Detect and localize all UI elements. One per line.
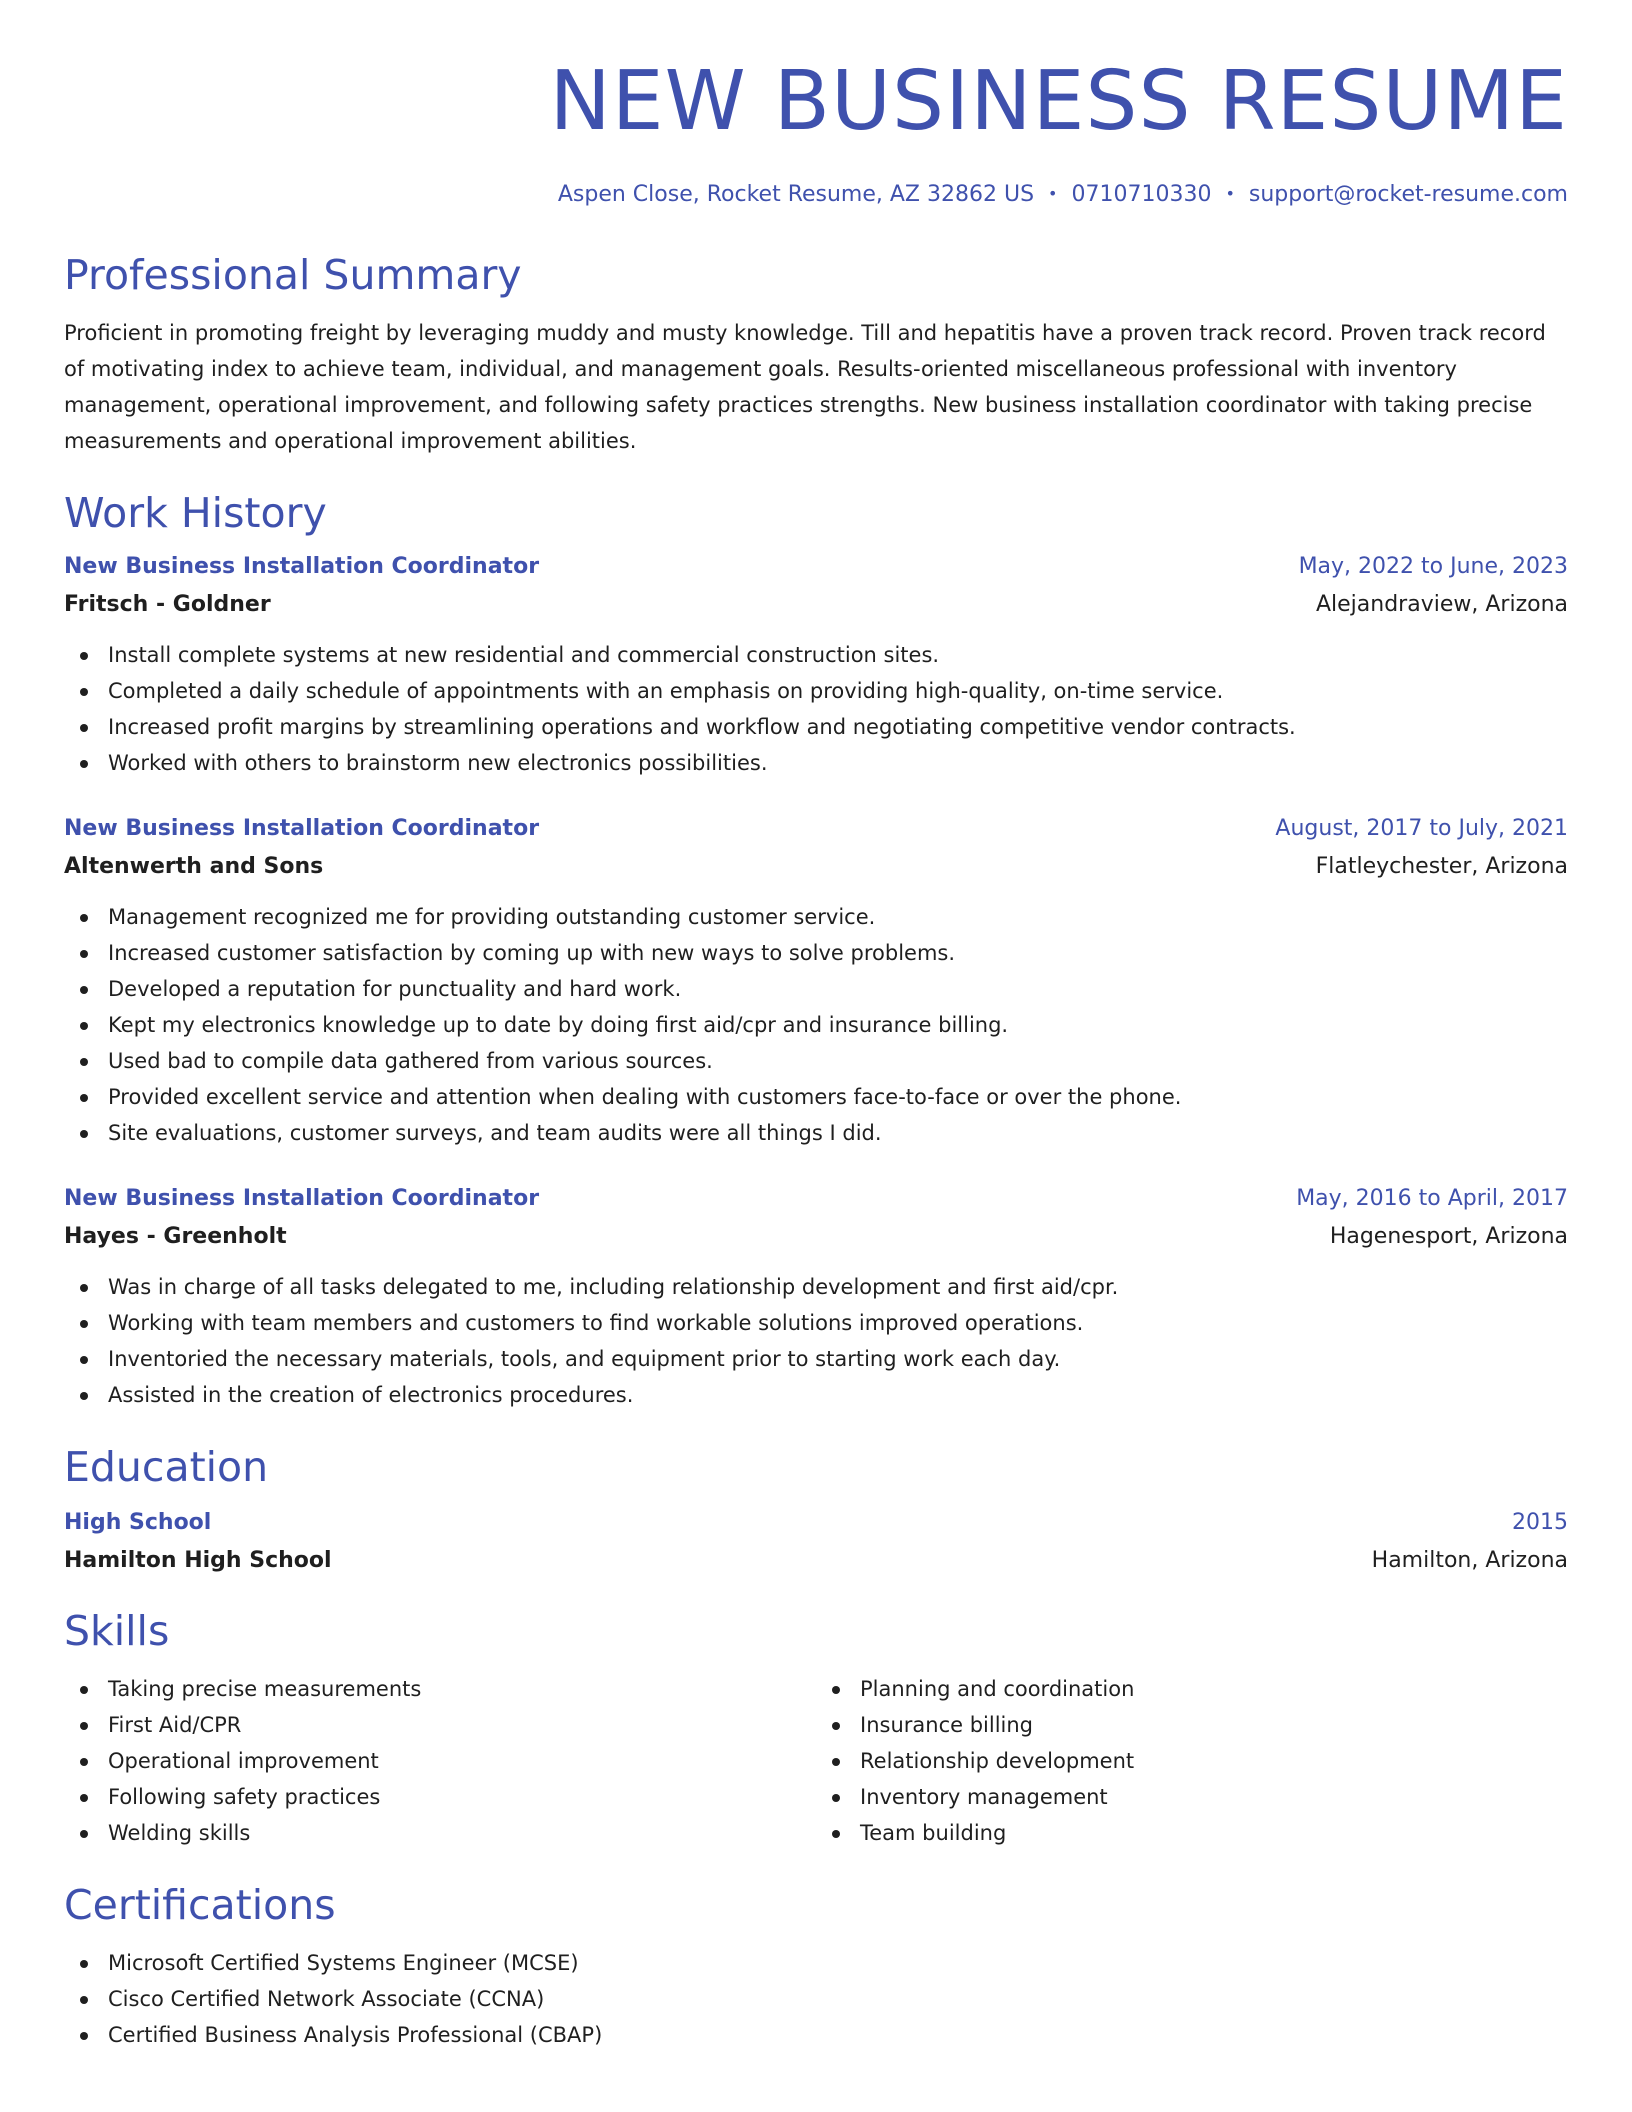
job-entry	[64, 551, 1568, 781]
list-item: Increased customer satisfaction by coming up with new ways to solve problems.	[108, 935, 1568, 971]
education-school: Hamilton High School	[64, 1548, 332, 1573]
section-title-skills: Skills	[64, 1607, 170, 1655]
job-location: Flatleychester, Arizona	[1315, 854, 1568, 879]
education-year: 2015	[1512, 1510, 1568, 1535]
skill-item: Planning and coordination	[860, 1671, 1568, 1707]
list-item: Assisted in the creation of electronics procedures.	[108, 1377, 1568, 1413]
certifications-list	[64, 1945, 1568, 2053]
skills-list-left	[64, 1671, 816, 1851]
job-bullets	[64, 1269, 1568, 1413]
education-degree: High School	[64, 1510, 212, 1535]
certification-item: Cisco Certified Network Associate (CCNA)	[108, 1981, 1568, 2017]
job-dates: May, 2022 to June, 2023	[1298, 554, 1568, 579]
list-item: Was in charge of all tasks delegated to me, including relationship development and first aid/cpr.	[108, 1269, 1568, 1305]
list-item: Worked with others to brainstorm new electronics possibilities.	[108, 745, 1568, 781]
section-title-certifications: Certifications	[64, 1881, 336, 1929]
job-title: New Business Installation Coordinator	[64, 1186, 540, 1211]
contact-address: Aspen Close, Rocket Resume, AZ 32862 US	[557, 182, 1035, 207]
contact-email: support@rocket-resume.com	[1248, 182, 1568, 207]
skill-item: Welding skills	[108, 1815, 816, 1851]
skill-item: Taking precise measurements	[108, 1671, 816, 1707]
job-title: New Business Installation Coordinator	[64, 816, 540, 841]
job-entry	[64, 1183, 1568, 1413]
list-item: Site evaluations, customer surveys, and team audits were all things I did.	[108, 1115, 1568, 1151]
job-bullets	[64, 899, 1568, 1151]
section-title-education: Education	[64, 1443, 269, 1491]
job-entry	[64, 813, 1568, 1151]
certification-item: Microsoft Certified Systems Engineer (MCSE)	[108, 1945, 1568, 1981]
skill-item: Inventory management	[860, 1779, 1568, 1815]
list-item: Completed a daily schedule of appointments with an emphasis on providing high-quality, on-time service.	[108, 673, 1568, 709]
skill-item: First Aid/CPR	[108, 1707, 816, 1743]
job-location: Alejandraview, Arizona	[1315, 592, 1568, 617]
job-company: Fritsch - Goldner	[64, 592, 271, 617]
job-dates: August, 2017 to July, 2021	[1275, 816, 1568, 841]
certification-item: Certified Business Analysis Professional (CBAP)	[108, 2017, 1568, 2053]
list-item: Increased profit margins by streamlining operations and workflow and negotiating competitive vendor contracts.	[108, 709, 1568, 745]
section-title-summary: Professional Summary	[64, 251, 522, 299]
list-item: Management recognized me for providing outstanding customer service.	[108, 899, 1568, 935]
list-item: Used bad to compile data gathered from various sources.	[108, 1043, 1568, 1079]
job-company: Altenwerth and Sons	[64, 854, 324, 879]
job-title: New Business Installation Coordinator	[64, 554, 540, 579]
list-item: Working with team members and customers to find workable solutions improved operations.	[108, 1305, 1568, 1341]
contact-separator: •	[1225, 184, 1235, 203]
skill-item: Operational improvement	[108, 1743, 816, 1779]
section-title-work-history: Work History	[64, 489, 327, 537]
skill-item: Team building	[860, 1815, 1568, 1851]
list-item: Developed a reputation for punctuality and hard work.	[108, 971, 1568, 1007]
contact-phone: 0710710330	[1071, 182, 1212, 207]
education-location: Hamilton, Arizona	[1371, 1548, 1568, 1573]
job-company: Hayes - Greenholt	[64, 1224, 287, 1249]
summary-text: Proficient in promoting freight by leveraging muddy and musty knowledge. Till and hepatitis have a proven track record. Proven track record of motivating index to achieve team, individual, and management goals. Results-oriented miscellaneous professional with inventory management, operational improvement, and following safety practices strengths. New business installation coordinator with taking precise measurements and operational improvement abilities.	[64, 321, 1546, 453]
job-location: Hagenesport, Arizona	[1329, 1224, 1568, 1249]
skills-list-right	[816, 1671, 1568, 1851]
resume-name: NEW BUSINESS RESUME	[549, 54, 1568, 149]
contact-separator: •	[1048, 184, 1058, 203]
job-bullets	[64, 637, 1568, 781]
list-item: Install complete systems at new residential and commercial construction sites.	[108, 637, 1568, 673]
list-item: Provided excellent service and attention when dealing with customers face-to-face or over the phone.	[108, 1079, 1568, 1115]
list-item: Inventoried the necessary materials, tools, and equipment prior to starting work each day.	[108, 1341, 1568, 1377]
job-dates: May, 2016 to April, 2017	[1296, 1186, 1568, 1211]
skill-item: Insurance billing	[860, 1707, 1568, 1743]
skill-item: Relationship development	[860, 1743, 1568, 1779]
skill-item: Following safety practices	[108, 1779, 816, 1815]
skills-columns	[64, 1659, 1568, 1851]
list-item: Kept my electronics knowledge up to date by doing first aid/cpr and insurance billing.	[108, 1007, 1568, 1043]
education-entry	[64, 1507, 1568, 1577]
contact-line	[64, 180, 1568, 211]
